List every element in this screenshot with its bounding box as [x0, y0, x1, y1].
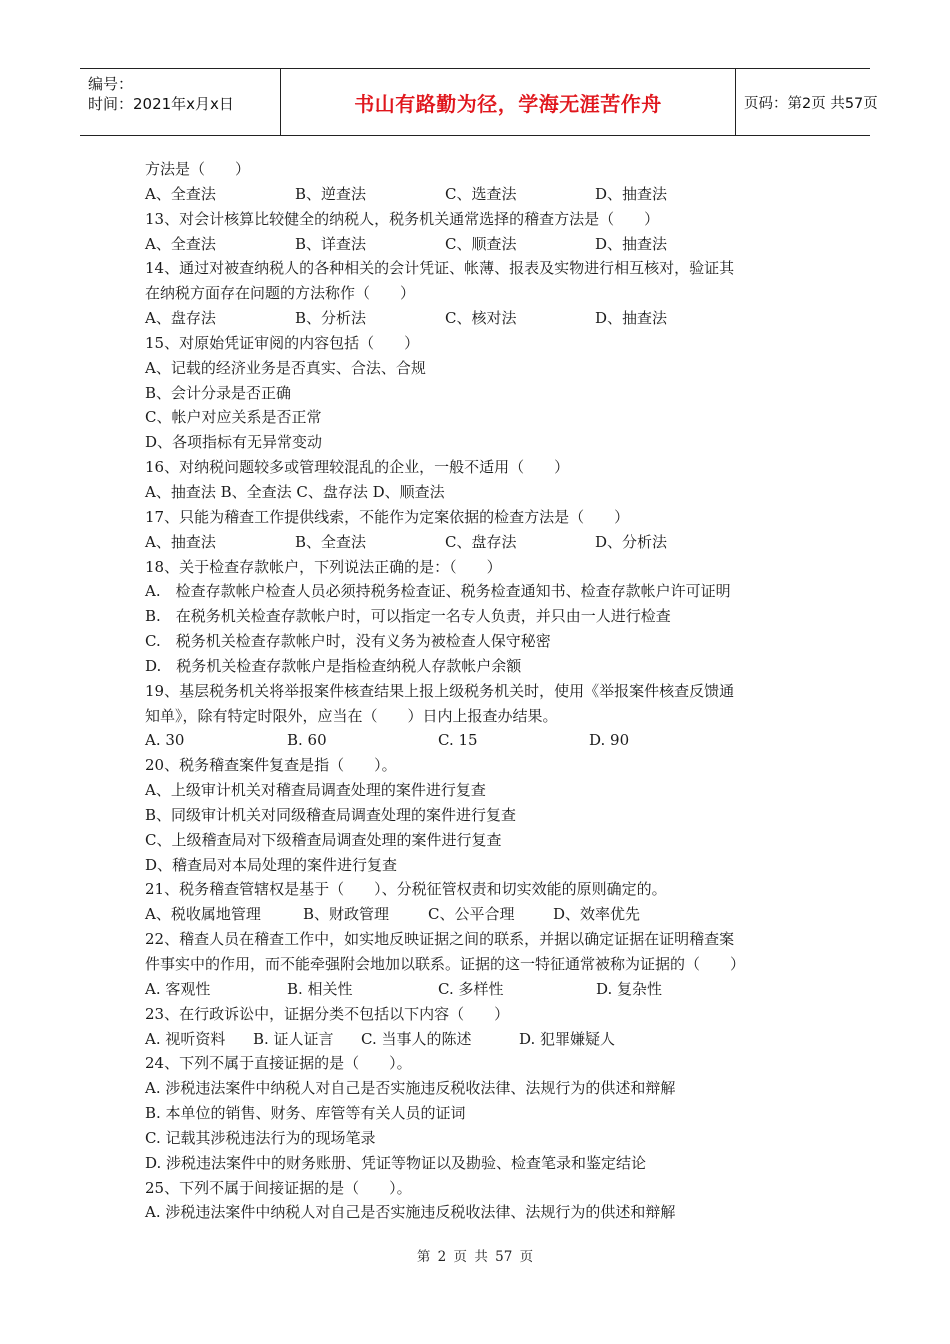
text-line: A. 检查存款帐户检查人员必须持税务检查证、税务检查通知书、检查存款帐户许可证明 [145, 582, 731, 601]
option-item: D、效率优先 [553, 905, 641, 924]
text-line: 21、税务稽查管辖权是基于（ ）、分税征管权责和切实效能的原则确定的。 [145, 880, 667, 899]
text-line: 件事实中的作用，而不能牵强附会地加以联系。证据的这一特征通常被称为证据的（ ） [145, 955, 746, 973]
text-line: A、抽查法 B、全查法 C、盘存法 D、顺查法 [145, 482, 445, 501]
option-item: A、税收属地管理 [145, 905, 261, 924]
text-line: 18、关于检查存款帐户，下列说法正确的是：（ ） [145, 557, 502, 576]
option-row [145, 182, 810, 207]
text-line: D、稽查局对本局处理的案件进行复查 [145, 855, 398, 874]
option-item: B、分析法 [295, 309, 367, 328]
page-header [80, 68, 878, 136]
text-line: 25、下列不属于间接证据的是（ ）。 [145, 1178, 412, 1197]
option-item: D. 犯罪嫌疑人 [519, 1029, 616, 1048]
text-line: 13、对会计核算比较健全的纳税人，税务机关通常选择的稽查方法是（ ） [145, 209, 660, 228]
option-row [145, 902, 810, 927]
option-item: B、详查法 [295, 234, 367, 253]
text-line: 17、只能为稽查工作提供线索，不能作为定案依据的检查方法是（ ） [145, 507, 630, 526]
text-line: B. 本单位的销售、财务、库管等有关人员的证词 [145, 1104, 466, 1123]
option-item: D、抽查法 [595, 184, 668, 203]
option-item: A、抽查法 [145, 532, 216, 551]
option-item: B. 证人证言 [253, 1029, 334, 1048]
option-item: A、全查法 [145, 234, 216, 253]
header-number-label: 编号： [88, 75, 134, 93]
option-item: C. 多样性 [438, 979, 504, 998]
text-line: D. 税务机关检查存款帐户是指检查纳税人存款帐户余额 [145, 656, 522, 675]
text-line: 知单》，除有特定时限外，应当在（ ）日内上报查办结果。 [145, 706, 558, 725]
option-item: A、全查法 [145, 184, 216, 203]
text-line: C. 记载其涉税违法行为的现场笔录 [145, 1128, 376, 1147]
option-item: A. 30 [145, 731, 185, 750]
option-item: B、财政管理 [303, 905, 390, 924]
option-item: D. 90 [589, 731, 630, 750]
option-item: C. 当事人的陈述 [361, 1029, 472, 1048]
text-line: 20、税务稽查案件复查是指（ ）。 [145, 756, 397, 775]
page-footer: 第 2 页 共 57 页 [416, 1249, 534, 1265]
text-line: B. 在税务机关检查存款帐户时，可以指定一名专人负责，并只由一人进行检查 [145, 607, 671, 626]
option-item: D、分析法 [595, 532, 668, 551]
text-line: 方法是（ ） [145, 160, 251, 178]
text-line: 19、基层税务机关将举报案件核查结果上报上级税务机关时，使用《举报案件核查反馈通 [145, 681, 735, 700]
text-line: 15、对原始凭证审阅的内容包括（ ） [145, 333, 420, 352]
header-info-cell [80, 69, 280, 135]
option-row [145, 232, 810, 257]
option-item: A. 客观性 [145, 979, 211, 998]
option-item: C、盘存法 [445, 532, 517, 551]
text-line: A. 涉税违法案件中纳税人对自己是否实施违反税收法律、法规行为的供述和辩解 [145, 1203, 676, 1222]
option-item: B、逆查法 [295, 184, 367, 203]
text-line: C. 税务机关检查存款帐户时，没有义务为被检查人保守秘密 [145, 632, 551, 651]
question-list [145, 157, 810, 1225]
option-item: C、顺查法 [445, 234, 517, 253]
header-page-info: 页码：第2页 共57页 [744, 95, 878, 112]
option-item: C、核对法 [445, 309, 517, 328]
text-line: 23、在行政诉讼中，证据分类不包括以下内容（ ） [145, 1004, 510, 1023]
text-line: 在纳税方面存在问题的方法称作（ ） [145, 284, 416, 303]
header-date-label: 时间：2021年x月x日 [88, 95, 234, 113]
text-line: D. 涉税违法案件中的财务账册、凭证等物证以及勘验、检查笔录和鉴定结论 [145, 1153, 647, 1172]
option-item: B、全查法 [295, 532, 367, 551]
option-item: D. 复杂性 [596, 979, 663, 998]
text-line: D、各项指标有无异常变动 [145, 433, 323, 452]
text-line: B、同级审计机关对同级稽查局调查处理的案件进行复查 [145, 805, 517, 824]
text-line: 14、通过对被查纳税人的各种相关的会计凭证、帐薄、报表及实物进行相互核对，验证其 [145, 259, 735, 278]
option-item: C、公平合理 [428, 905, 515, 924]
option-item: A. 视听资料 [145, 1029, 226, 1048]
option-item: C、选查法 [445, 184, 517, 203]
text-line: A、上级审计机关对稽查局调查处理的案件进行复查 [145, 781, 486, 800]
option-row [145, 1027, 810, 1052]
option-item: C. 15 [438, 731, 478, 750]
option-item: D、抽查法 [595, 234, 668, 253]
text-line: C、帐户对应关系是否正常 [145, 408, 322, 427]
option-row [145, 306, 810, 331]
text-line: 24、下列不属于直接证据的是（ ）。 [145, 1054, 412, 1073]
text-line: C、上级稽查局对下级稽查局调查处理的案件进行复查 [145, 830, 502, 849]
text-line: B、会计分录是否正确 [145, 383, 292, 402]
text-line: 22、稽查人员在稽查工作中，如实地反映证据之间的联系，并据以确定证据在证明稽查案 [145, 930, 735, 949]
option-row [145, 728, 810, 753]
option-item: B. 60 [287, 731, 327, 750]
text-line: A. 涉税违法案件中纳税人对自己是否实施违反税收法律、法规行为的供述和辩解 [145, 1079, 676, 1098]
option-row [145, 530, 810, 555]
option-row [145, 977, 810, 1002]
text-line: A、记载的经济业务是否真实、合法、合规 [145, 358, 426, 377]
option-item: A、盘存法 [145, 309, 216, 328]
option-item: B. 相关性 [287, 979, 353, 998]
option-item: D、抽查法 [595, 309, 668, 328]
header-motto: 书山有路勤为径，学海无涯苦作舟 [280, 69, 736, 135]
text-line: 16、对纳税问题较多或管理较混乱的企业，一般不适用（ ） [145, 458, 570, 477]
